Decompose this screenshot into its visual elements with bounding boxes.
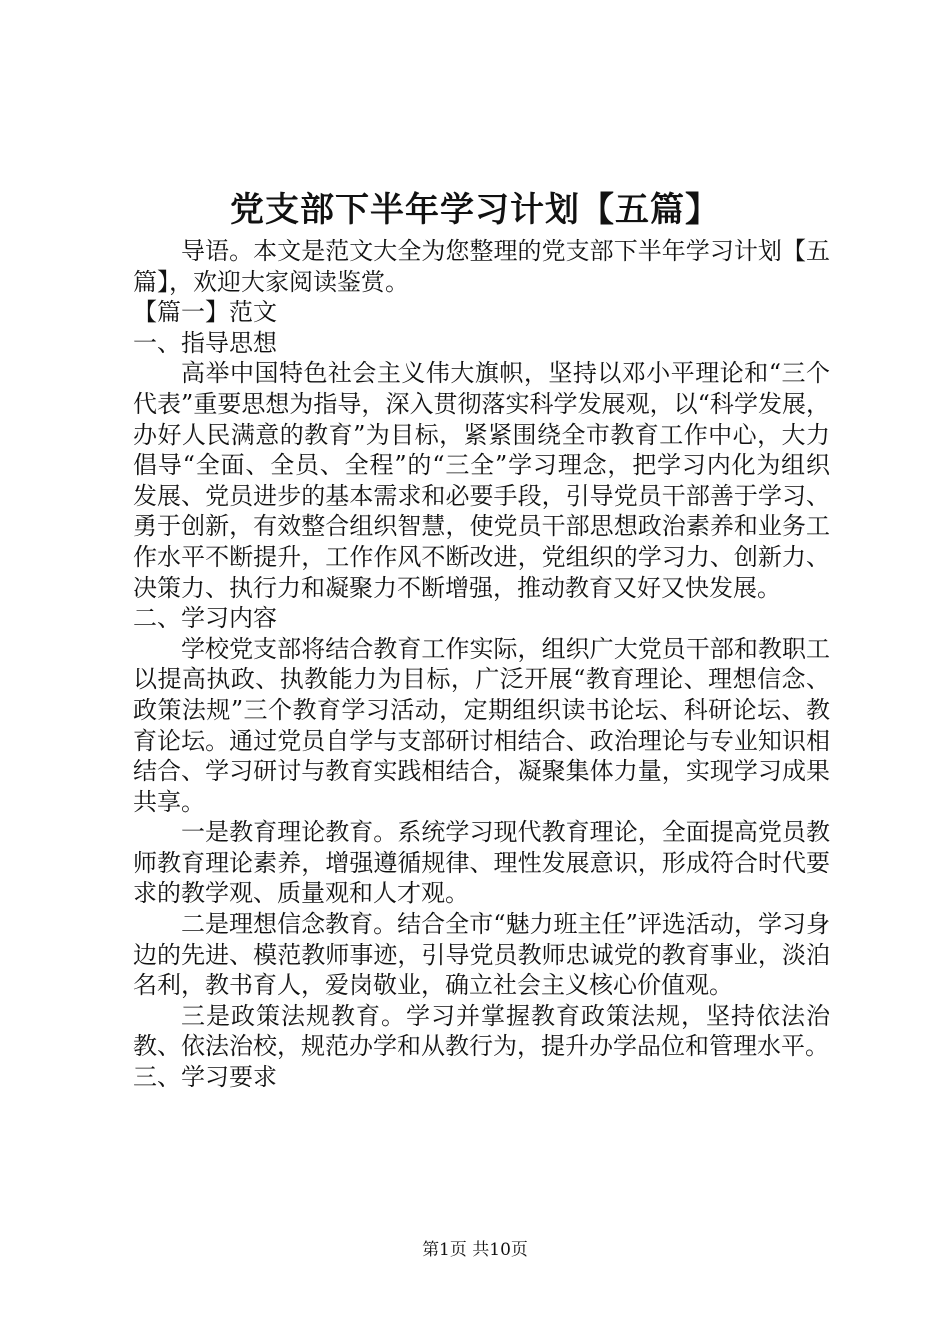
section-label-part-one: 【篇一】范文 — [133, 298, 277, 327]
document-title: 党支部下半年学习计划【五篇】 — [230, 190, 720, 230]
paragraph-guiding-ideology: 高举中国特色社会主义伟大旗帜，坚持以邓小平理论和“三个代表”重要思想为指导，深入贯彻落实科学发展观，以“科学发展，办好人民满意的教育”为目标，紧紧围绕全市教育工作中心，大力倡导“全面、全员、全程”的“三全”学习理念，把学习内化为组织发展、党员进步的基本需求和必要手段，引导党员干部善于学习、勇于创新，有效整合组织智慧，使党员干部思想政治素养和业务工作水平不断提升，工作作风不断改进，党组织的学习力、创新力、决策力、执行力和凝聚力不断增强，推动教育又好又快发展。 — [133, 359, 830, 602]
document-body — [133, 236, 830, 1093]
section-heading-study-content: 二、学习内容 — [133, 604, 277, 633]
section-heading-study-requirements: 三、学习要求 — [133, 1063, 277, 1092]
paragraph-theory-education: 一是教育理论教育。系统学习现代教育理论，全面提高党员教师教育理论素养，增强遵循规律、理性发展意识，形成符合时代要求的教学观、质量观和人才观。 — [133, 818, 830, 908]
paragraph-policy-education: 三是政策法规教育。学习并掌握教育政策法规，坚持依法治教、依法治校，规范办学和从教行为，提升办学品位和管理水平。 — [133, 1001, 830, 1061]
section-heading-guiding-ideology: 一、指导思想 — [133, 328, 277, 357]
paragraph-ideals-education: 二是理想信念教育。结合全市“魅力班主任”评选活动，学习身边的先进、模范教师事迹，引导党员教师忠诚党的教育事业，淡泊名利，教书育人，爱岗敬业，确立社会主义核心价值观。 — [133, 910, 830, 1000]
page-number: 第1页 共10页 — [422, 1240, 528, 1260]
paragraph-study-content: 学校党支部将结合教育工作实际，组织广大党员干部和教职工以提高执政、执教能力为目标，广泛开展“教育理论、理想信念、政策法规”三个教育学习活动，定期组织读书论坛、科研论坛、教育论坛。通过党员自学与支部研讨相结合、政治理论与专业知识相结合、学习研讨与教育实践相结合，凝聚集体力量，实现学习成果共享。 — [133, 634, 830, 816]
intro-paragraph: 导语。本文是范文大全为您整理的党支部下半年学习计划【五篇】，欢迎大家阅读鉴赏。 — [133, 237, 830, 296]
